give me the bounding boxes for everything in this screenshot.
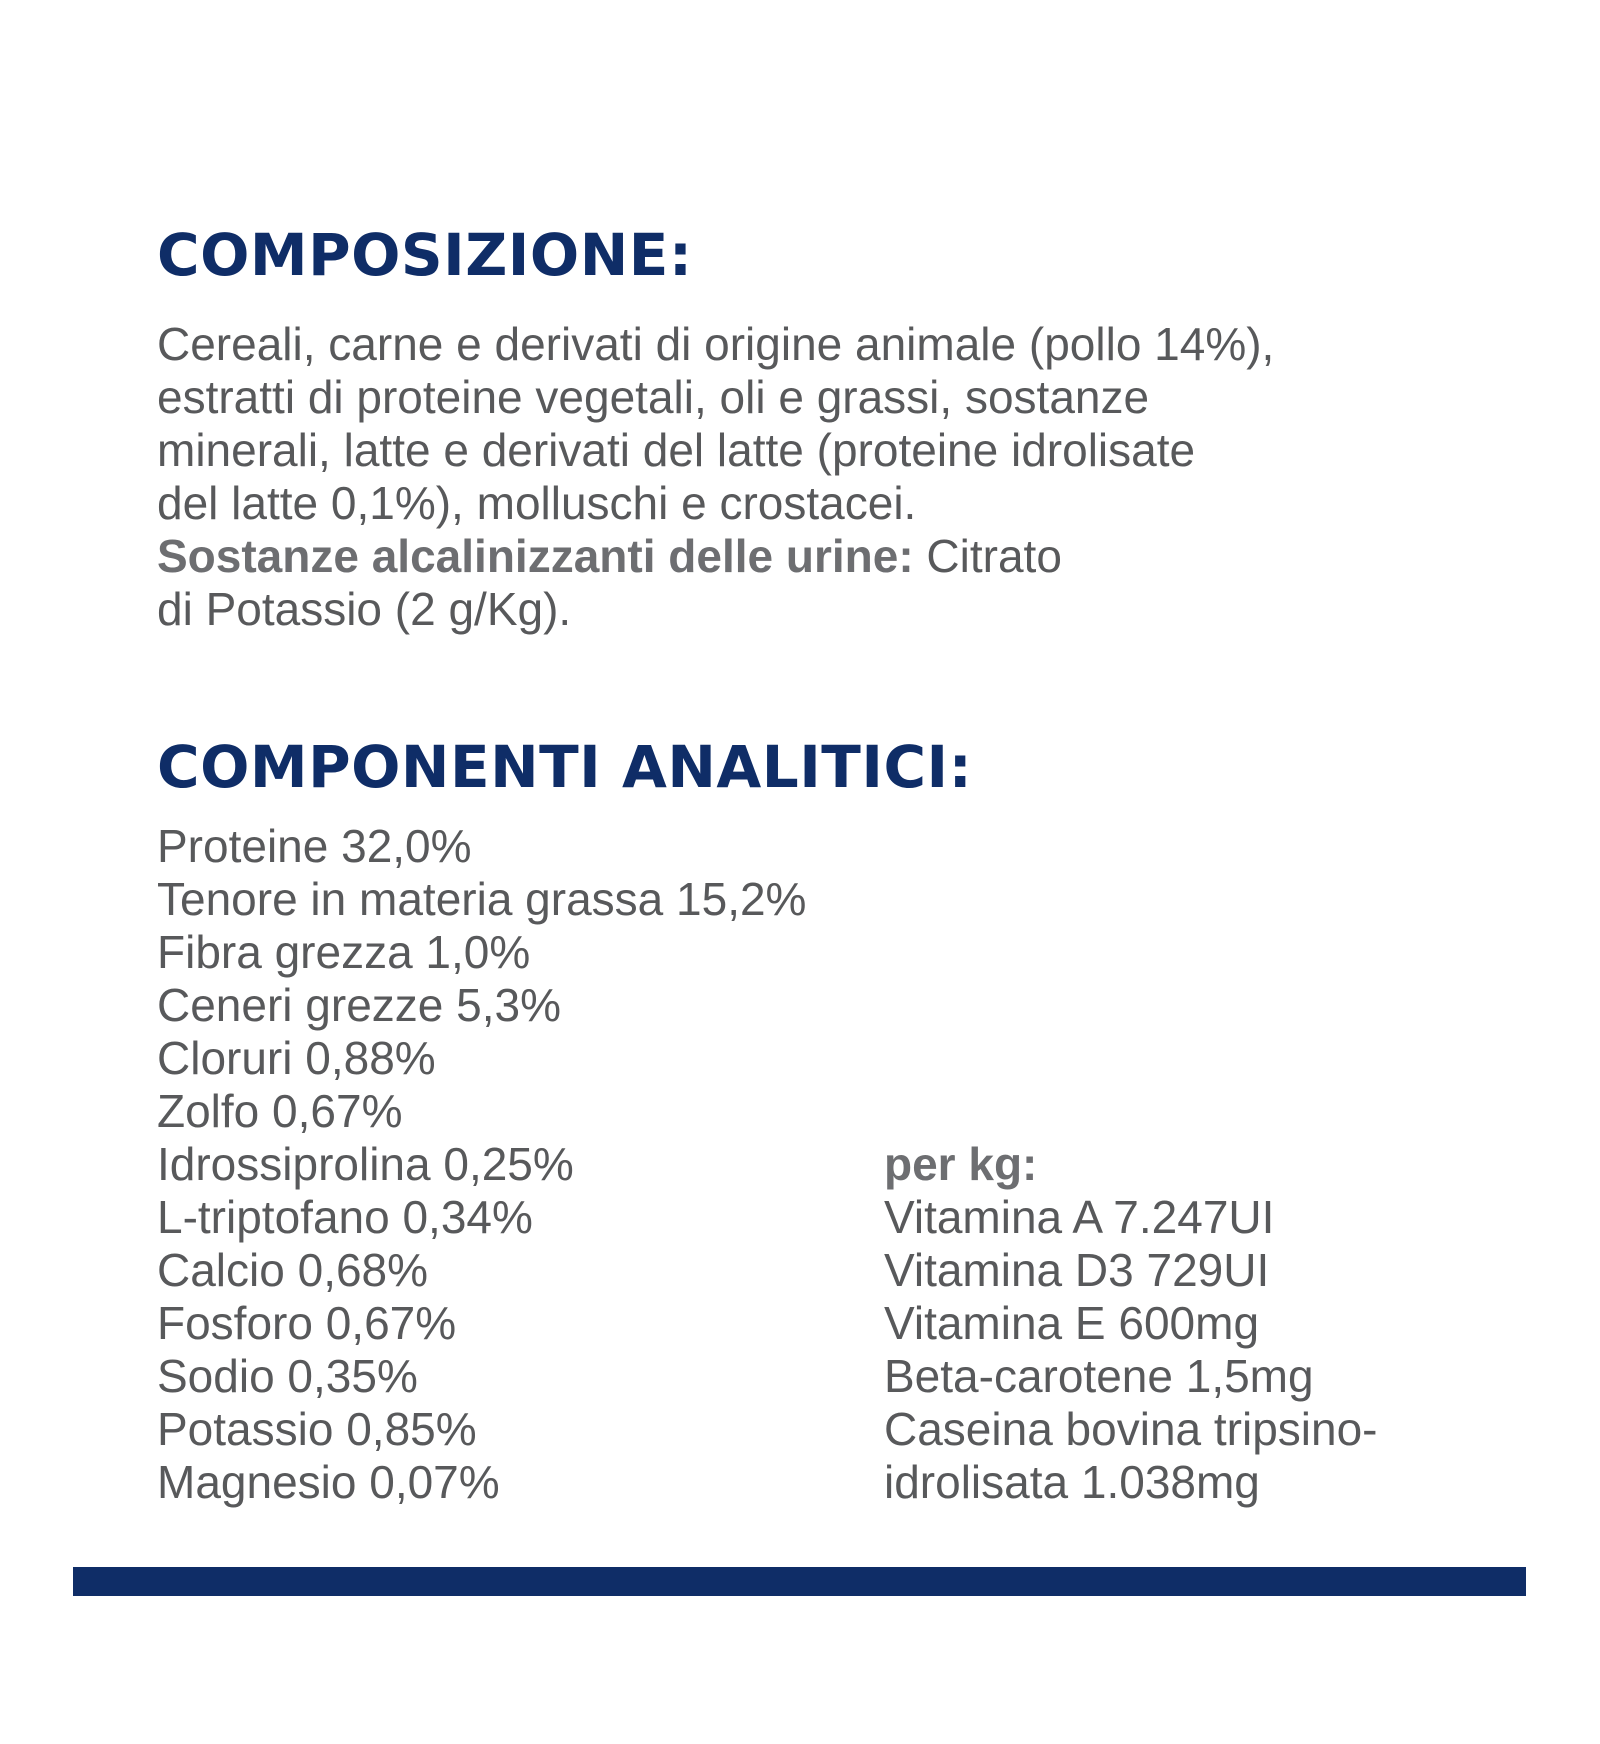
additive-line bbox=[157, 530, 1487, 583]
composition-line: Cereali, carne e derivati di origine animale (pollo 14%), bbox=[157, 318, 1275, 370]
footer-divider-bar bbox=[73, 1567, 1526, 1596]
analytic-item: Calcio 0,68% bbox=[157, 1244, 429, 1296]
analytic-item: Idrossiprolina 0,25% bbox=[157, 1138, 574, 1190]
analytic-item: Tenore in materia grassa 15,2% bbox=[157, 873, 807, 925]
per-kg-item: Caseina bovina tripsino- bbox=[884, 1403, 1378, 1455]
analytic-item: Proteine 32,0% bbox=[157, 820, 472, 872]
analytic-item: Fibra grezza 1,0% bbox=[157, 926, 531, 978]
analytic-item: Fosforo 0,67% bbox=[157, 1297, 457, 1349]
analytics-list bbox=[157, 820, 806, 1509]
analytics-heading: COMPONENTI ANALITICI: bbox=[157, 733, 973, 801]
composition-line: estratti di proteine vegetali, oli e grassi, sostanze bbox=[157, 371, 1150, 423]
analytic-item: Ceneri grezze 5,3% bbox=[157, 979, 561, 1031]
per-kg-item: Vitamina A 7.247UI bbox=[884, 1191, 1275, 1243]
analytic-item: Zolfo 0,67% bbox=[157, 1085, 403, 1137]
additive-text: Citrato bbox=[913, 530, 1062, 582]
additive-line-2: di Potassio (2 g/Kg). bbox=[157, 583, 572, 635]
analytic-item: L-triptofano 0,34% bbox=[157, 1191, 533, 1243]
composition-heading: COMPOSIZIONE: bbox=[157, 221, 693, 289]
per-kg-item: idrolisata 1.038mg bbox=[884, 1456, 1260, 1508]
analytic-item: Potassio 0,85% bbox=[157, 1403, 477, 1455]
analytic-item: Magnesio 0,07% bbox=[157, 1456, 500, 1508]
additive-label: Sostanze alcalinizzanti delle urine: bbox=[157, 530, 914, 582]
per-kg-item: Vitamina D3 729UI bbox=[884, 1244, 1270, 1296]
per-kg-item: Vitamina E 600mg bbox=[884, 1297, 1260, 1349]
per-kg-item: Beta-carotene 1,5mg bbox=[884, 1350, 1314, 1402]
composition-line: del latte 0,1%), molluschi e crostacei. bbox=[157, 477, 917, 529]
analytic-item: Sodio 0,35% bbox=[157, 1350, 418, 1402]
composition-line: minerali, latte e derivati del latte (proteine idrolisate bbox=[157, 424, 1196, 476]
per-kg-list bbox=[884, 1191, 1378, 1509]
composition-text bbox=[157, 318, 1487, 636]
analytic-item: Cloruri 0,88% bbox=[157, 1032, 436, 1084]
per-kg-label: per kg: bbox=[884, 1138, 1038, 1190]
per-kg-block bbox=[884, 1138, 1378, 1509]
